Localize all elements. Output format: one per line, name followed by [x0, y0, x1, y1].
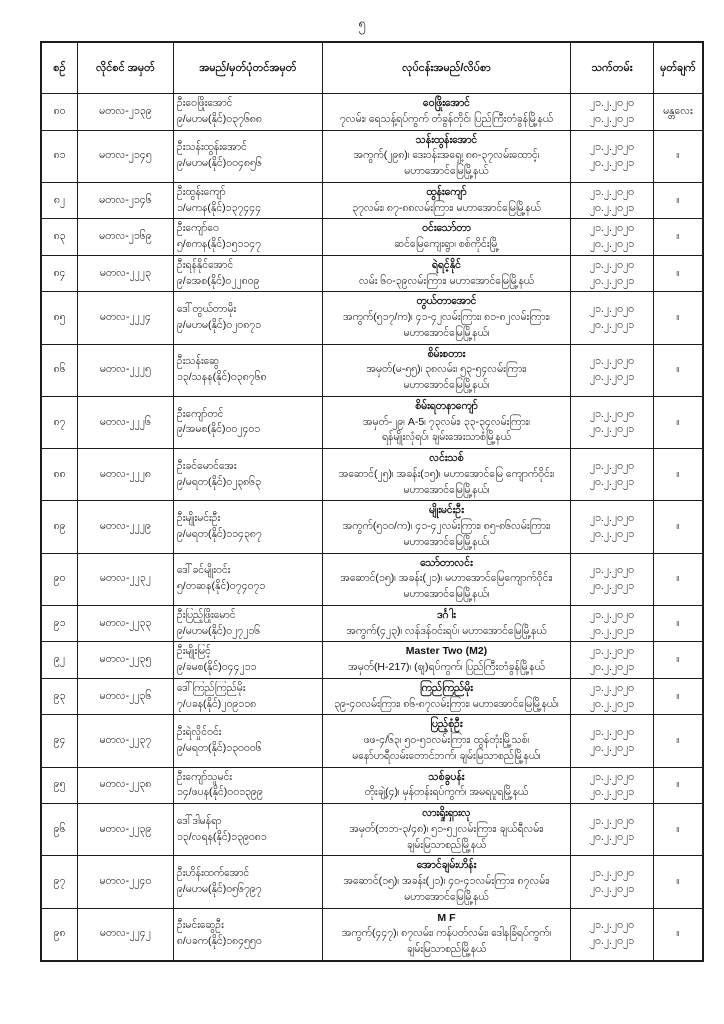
- owner-nrc: ၁၄/ဖပန(နိုင်)၀၀၁၃၉၉: [176, 786, 263, 799]
- cell-serial: ၉၁: [41, 605, 77, 642]
- owner-name: ဦးရန်နိုင်အောင်: [176, 258, 234, 271]
- owner-name: ဦးဝေဖြိုးအောင်: [176, 97, 233, 109]
- cell-license: မတလ-၂၁၆၉: [77, 219, 173, 256]
- cell-license: မတလ-၂၂၄၂: [77, 908, 173, 961]
- cell-remark: ။: [653, 856, 703, 908]
- owner-nrc: ၉/မရတ(နိုင်)၁၃၀၀၀၆: [176, 741, 262, 754]
- cell-remark: ။: [653, 501, 703, 553]
- cell-validity: [571, 605, 654, 642]
- cell-validity: [571, 715, 654, 767]
- address-line: ရန်မျိုးလုံရပ်၊ ချမ်းအေးသာစံမြို့နယ်: [381, 431, 511, 444]
- cell-business-address: [322, 715, 570, 767]
- validity-to: ၂၀.၂.၂၀၂၁: [589, 318, 635, 331]
- cell-validity: [571, 255, 654, 292]
- owner-name: ဦးကျော်ဝေ: [176, 222, 219, 235]
- cell-business-address: [322, 605, 570, 642]
- cell-remark: မန္တလေး: [653, 94, 703, 131]
- table-row: [41, 94, 703, 131]
- address-line: ဆင်မြေကျေးရွာ၊ စစ်ကိုင်းမြို့: [394, 238, 499, 250]
- validity-from: ၂၁.၂.၂၀၂၀: [589, 141, 635, 154]
- header-name: အမည်/မှတ်ပုံတင်အမှတ်: [173, 42, 322, 94]
- business-name: M F: [437, 911, 456, 924]
- cell-name: [173, 553, 322, 605]
- cell-name: [173, 130, 322, 182]
- business-name: တွယ်တာအောင်: [416, 295, 477, 308]
- owner-nrc: ၁၃/လရန(နိုင်)၁၃၉၀၈၁: [176, 830, 267, 843]
- cell-license: မတလ-၂၂၃၈: [77, 767, 173, 804]
- cell-validity: [571, 219, 654, 256]
- table-row: [41, 344, 703, 396]
- address-line: အကွက်(၅၁၇/က)၊ ၄၁-၄၂လမ်းကြား၊ ၈၁-၈၂လမ်းကြား၊: [343, 311, 550, 323]
- table-row: [41, 182, 703, 219]
- validity-to: ၂၀.၂.၂၀၂၁: [589, 786, 635, 799]
- owner-nrc: ၇/ပခန(နိုင်)၂၀၉၁၁၈: [176, 697, 257, 710]
- address-line: မဟာအောင်မြေမြို့နယ်၊: [403, 535, 490, 548]
- owner-name: ဦးကျော်သူမင်း: [176, 770, 232, 783]
- cell-license: မတလ-၂၂၂၄: [77, 292, 173, 344]
- cell-validity: [571, 642, 654, 679]
- cell-serial: ၈၄: [41, 255, 77, 292]
- owner-name: ဦးဟိန်းထက်အောင်: [176, 867, 250, 880]
- validity-from: ၂၁.၂.၂၀၂၀: [589, 407, 635, 420]
- business-name: ပြည့်စုံဦး: [430, 718, 463, 731]
- table-row: [41, 255, 703, 292]
- table-row: [41, 396, 703, 448]
- validity-to: ၂၀.၂.၂၀၂၁: [589, 527, 635, 540]
- cell-license: မတလ-၂၂၃၆: [77, 678, 173, 715]
- cell-license: မတလ-၂၂၂၈: [77, 449, 173, 501]
- validity-from: ၂၁.၂.၂၀၂၀: [589, 355, 635, 368]
- cell-remark: ။: [653, 678, 703, 715]
- validity-to: ၂၀.၂.၂၀၂၁: [589, 112, 635, 125]
- validity-from: ၂၁.၂.၂၀၂၀: [589, 564, 635, 577]
- cell-name: [173, 767, 322, 804]
- validity-to: ၂၀.၂.၂၀၂၁: [589, 201, 635, 214]
- address-line: မဟာအောင်မြေမြို့နယ်၊: [403, 483, 490, 496]
- business-name: မျိုးမင်းဦး: [429, 504, 464, 517]
- address-line: အကွက်(၅၁၀/က)၊ ၄၁-၄၂လမ်းကြား၊ ၈၅-၈၆လမ်းကြား၊: [342, 520, 551, 532]
- cell-remark: ။: [653, 344, 703, 396]
- owner-name: ဒေါ်ကြည်ကြည်မိုး: [176, 681, 246, 694]
- table-row: [41, 130, 703, 182]
- cell-remark: ။: [653, 130, 703, 182]
- cell-validity: [571, 856, 654, 908]
- header-serial: စဉ်: [41, 42, 77, 94]
- cell-serial: ၈၁: [41, 130, 77, 182]
- page-number: ၅: [358, 15, 366, 31]
- table-row: [41, 501, 703, 553]
- owner-name: ဦးခင်မောင်အေး: [176, 459, 237, 472]
- table-row: [41, 804, 703, 856]
- table-row: [41, 219, 703, 256]
- business-name: လားရှိုးရှားလု: [422, 807, 471, 819]
- validity-from: ၂၁.၂.၂၀၂၀: [589, 303, 635, 316]
- owner-nrc: ၉/မဟမ(နိုင်)၀၂၇၂၁၆: [176, 624, 261, 637]
- cell-license: မတလ-၂၁၄၅: [77, 130, 173, 182]
- validity-from: ၂၁.၂.၂၀၂၀: [589, 919, 635, 932]
- cell-serial: ၈၇: [41, 396, 77, 448]
- address-line: အမှတ်-၂၉၊ A-5၊ ၇၃လမ်း၊ ၃၃-၃၄လမ်းကြား၊: [362, 415, 531, 428]
- cell-business-address: [322, 396, 570, 448]
- cell-name: [173, 678, 322, 715]
- table-row: [41, 292, 703, 344]
- address-line: အကွက်(၂၉၈)၊ ဒေးဝန်းအရှေ့၊ ၈၈-၃၇လမ်းထောင့်၊: [353, 149, 540, 162]
- cell-license: မတလ-၂၂၂၃: [77, 255, 173, 292]
- table-row: [41, 449, 703, 501]
- cell-business-address: [322, 553, 570, 605]
- cell-validity: [571, 292, 654, 344]
- cell-serial: ၈၆: [41, 344, 77, 396]
- cell-serial: ၉၈: [41, 908, 77, 961]
- cell-business-address: [322, 678, 570, 715]
- table-row: [41, 678, 703, 715]
- owner-name: ဦးသန်းဆွေ: [176, 355, 220, 368]
- cell-remark: ။: [653, 255, 703, 292]
- header-license: လိုင်စင် အမှတ်: [77, 42, 173, 94]
- cell-name: [173, 501, 322, 553]
- address-line: ၃၉-၄၀လမ်းကြား၊ ၈၆-၈၇လမ်းကြား၊ မဟာအောင်မြေမြို့နယ်၊: [334, 697, 559, 710]
- cell-business-address: [322, 767, 570, 804]
- cell-business-address: [322, 130, 570, 182]
- owner-nrc: ၉/မရတ(နိုင်)၁၁၄၃၈၇: [176, 527, 262, 540]
- owner-nrc: ၅/စကန(နိုင်)၁၅၁၁၄၇: [176, 238, 262, 250]
- cell-name: [173, 219, 322, 256]
- owner-nrc: ၁/မကန(နိုင်)၁၃၇၄၄၄: [176, 201, 262, 214]
- cell-name: [173, 856, 322, 908]
- validity-to: ၂၀.၂.၂၀၂၁: [589, 661, 635, 673]
- validity-to: ၂၀.၂.၂၀၂၁: [589, 238, 635, 250]
- validity-from: ၂၁.၂.၂၀၂၀: [589, 867, 635, 880]
- validity-from: ၂၁.၂.၂၀၂၀: [589, 770, 635, 783]
- table-row: [41, 856, 703, 908]
- cell-remark: ။: [653, 908, 703, 961]
- owner-name: ဦးမင်းဆွေဦး: [176, 919, 224, 932]
- address-line: လမ်း ၆၀-၃၉လမ်းကြား၊ မဟာအောင်မြေမြို့နယ်: [358, 274, 534, 287]
- owner-nrc: ၈/ပခက(နိုင်)၁၈၄၅၅၀: [176, 935, 262, 948]
- cell-business-address: [322, 255, 570, 292]
- address-line: အဆောင်(၂၅)၊ အခန်း(၁၅)၊ မဟာအောင်မြေ ကျောက်ဝိုင်း၊: [338, 467, 555, 480]
- validity-to: ၂၀.၂.၂၀၂၁: [589, 580, 635, 593]
- address-line: တိုးချဲ့(၄)၊ မှန်တန်းရပ်ကွက်၊ အမရပူရမြို့နယ်: [364, 786, 529, 799]
- cell-name: [173, 804, 322, 856]
- cell-license: မတလ-၂၂၃၂: [77, 553, 173, 605]
- cell-name: [173, 449, 322, 501]
- validity-from: ၂၁.၂.၂၀၂၀: [589, 222, 635, 235]
- business-name: Master Two (M2): [405, 645, 488, 658]
- cell-validity: [571, 344, 654, 396]
- address-line: အမှတ်(ဘဘ-၃/၄၈)၊ ၅၁-၅၂လမ်းကြား၊ ချယ်ရီလမ်း၊: [349, 822, 544, 835]
- owner-nrc: ၁၃/သနန(နိုင်)၀၃၈၇၆၈: [176, 371, 267, 384]
- address-line: မဟာအောင်မြေမြို့နယ်၊: [403, 588, 490, 600]
- owner-nrc: ၉/မဟမ(နိုင်)၀၃၇၆၈၈: [176, 112, 262, 125]
- address-line: မနော်ဟရီလမ်းတောင်ဘက်၊ ချမ်းမြသာစည်မြို့နယ်၊: [352, 749, 541, 762]
- cell-business-address: [322, 344, 570, 396]
- business-name: ကြည်ကြည်မိုး: [419, 681, 473, 694]
- validity-from: ၂၁.၂.၂၀၂၀: [589, 645, 635, 658]
- cell-validity: [571, 767, 654, 804]
- cell-remark: ။: [653, 553, 703, 605]
- cell-business-address: [322, 182, 570, 219]
- cell-remark: ။: [653, 449, 703, 501]
- business-name: စိမ်းစတား: [427, 347, 466, 360]
- cell-serial: ၉၂: [41, 642, 77, 679]
- cell-validity: [571, 449, 654, 501]
- validity-from: ၂၁.၂.၂၀၂၀: [589, 185, 635, 198]
- cell-name: [173, 642, 322, 679]
- cell-serial: ၉၅: [41, 767, 77, 804]
- header-remark: မှတ်ချက်: [653, 42, 703, 94]
- address-line: အမှတ်(H-217)၊ (ဈ)ရပ်ကွက်၊ ပြည်ကြီးတံခွန်မြို့နယ်: [348, 661, 545, 673]
- cell-remark: ။: [653, 292, 703, 344]
- cell-remark: ။: [653, 605, 703, 642]
- table-header: [41, 42, 703, 94]
- owner-name: ဦးထွန်းကျော်: [176, 185, 226, 198]
- business-name: သန်းထွန်းအောင်: [415, 133, 478, 146]
- cell-business-address: [322, 501, 570, 553]
- address-line: ၃၇လမ်း၊ ၈၇-၈၈လမ်းကြား၊ မဟာအောင်မြေမြို့နယ်: [352, 201, 541, 214]
- cell-name: [173, 908, 322, 961]
- table-row: [41, 553, 703, 605]
- validity-from: ၂၁.၂.၂၀၂၀: [589, 681, 635, 694]
- cell-business-address: [322, 292, 570, 344]
- cell-validity: [571, 501, 654, 553]
- cell-validity: [571, 182, 654, 219]
- cell-validity: [571, 130, 654, 182]
- cell-business-address: [322, 908, 570, 961]
- cell-validity: [571, 908, 654, 961]
- cell-serial: ၈၀: [41, 94, 77, 131]
- validity-to: ၂၀.၂.၂၀၂၁: [589, 475, 635, 488]
- owner-name: ဒေါ်ခင်မျိုးဝင်း: [176, 564, 231, 577]
- owner-nrc: ၉/မရတ(နိုင်)၀၂၃၈၆၃: [176, 475, 261, 488]
- business-name: ဝေဖြိုးအောင်: [422, 97, 470, 109]
- owner-nrc: ၉/အမစ(နိုင်)၀၀၂၄၀၁: [176, 423, 261, 436]
- cell-remark: ။: [653, 219, 703, 256]
- cell-business-address: [322, 449, 570, 501]
- address-line: ဖဖ-၄/၆၃၊ ၅၀-၅၁လမ်းကြား၊ ထွန်တုံးမြို့သစ်၊: [363, 734, 530, 746]
- table-row: [41, 908, 703, 961]
- cell-serial: ၉၇: [41, 856, 77, 908]
- owner-name: ဒေါ်ဒါမန်ရာ: [176, 814, 222, 827]
- cell-business-address: [322, 856, 570, 908]
- owner-name: ဦးမျိုးမင်းဦး: [176, 512, 221, 525]
- table-row: [41, 767, 703, 804]
- cell-serial: ၉၆: [41, 804, 77, 856]
- cell-business-address: [322, 804, 570, 856]
- address-line: ချမ်းမြသာစည်မြို့နယ်: [406, 943, 487, 955]
- validity-from: ၂၁.၂.၂၀၂၀: [589, 814, 635, 827]
- cell-remark: ။: [653, 767, 703, 804]
- cell-serial: ၉၀: [41, 553, 77, 605]
- validity-to: ၂၀.၂.၂၀၂၁: [589, 935, 635, 948]
- table-body: [41, 94, 703, 961]
- cell-name: [173, 344, 322, 396]
- owner-name: ဦးပြည့်ဖြိုးမောင်: [176, 608, 236, 621]
- validity-from: ၂၁.၂.၂၀၂၀: [589, 258, 635, 271]
- address-line: အဆောင်(၁၅)၊ အခန်း(၂၁)၊ ၄၀-၄၁လမ်းကြား၊ ၈၇လမ်း၊: [343, 875, 550, 887]
- cell-name: [173, 255, 322, 292]
- cell-license: မတလ-၂၂၂၉: [77, 501, 173, 553]
- owner-name: ဦးကျော်တင်: [176, 407, 224, 420]
- validity-from: ၂၁.၂.၂၀၂၀: [589, 97, 635, 109]
- cell-serial: ၈၉: [41, 501, 77, 553]
- validity-to: ၂၀.၂.၂၀၂၁: [589, 830, 635, 843]
- validity-to: ၂၀.၂.၂၀၂၁: [589, 157, 635, 170]
- license-table: [40, 41, 704, 962]
- address-line: အဆောင်(၁၅)၊ အခန်း(၂၁)၊ မဟာအောင်မြေကျောက်ဝိုင်း၊: [340, 572, 553, 585]
- cell-serial: ၈၅: [41, 292, 77, 344]
- owner-nrc: ၉/မဟမ(နိုင်)၀၂၀၈၇၁: [176, 318, 262, 331]
- cell-license: မတလ-၂၂၃၉: [77, 804, 173, 856]
- cell-name: [173, 605, 322, 642]
- cell-license: မတလ-၂၁၄၆: [77, 182, 173, 219]
- address-line: အမှတ်(မ-၅၅)၊ ၃၈လမ်း၊ ၅၃-၅၄လမ်းကြား၊: [366, 363, 527, 376]
- cell-business-address: [322, 642, 570, 679]
- address-line: မဟာအောင်မြေမြို့နယ်: [404, 890, 489, 903]
- owner-name: ဒေါ်တွယ်တာမိုး: [176, 303, 237, 316]
- table-row: [41, 642, 703, 679]
- cell-name: [173, 715, 322, 767]
- cell-validity: [571, 396, 654, 448]
- cell-serial: ၈၂: [41, 182, 77, 219]
- cell-remark: ။: [653, 182, 703, 219]
- address-line: ၇လမ်း၊ ရေသန့်ရပ်ကွက် တံခွန်တိုင်၊ ပြည်ကြီးတံခွန်မြို့နယ်: [339, 112, 554, 125]
- cell-serial: ၈၈: [41, 449, 77, 501]
- cell-license: မတလ-၂၁၃၉: [77, 94, 173, 131]
- cell-remark: ။: [653, 396, 703, 448]
- cell-serial: ၈၃: [41, 219, 77, 256]
- cell-validity: [571, 678, 654, 715]
- cell-license: မတလ-၂၂၂၅: [77, 344, 173, 396]
- cell-validity: [571, 804, 654, 856]
- validity-to: ၂၀.၂.၂၀၂၁: [589, 371, 635, 384]
- business-name: သော်တာလင်း: [420, 556, 473, 569]
- validity-to: ၂၀.၂.၂၀၂၁: [589, 741, 635, 754]
- cell-serial: ၉၃: [41, 678, 77, 715]
- owner-nrc: ၉/မဟမ(နိုင်)၀၅၆၇၉၇: [176, 882, 262, 895]
- cell-serial: ၉၄: [41, 715, 77, 767]
- cell-license: မတလ-၂၂၃၅: [77, 642, 173, 679]
- cell-business-address: [322, 219, 570, 256]
- cell-remark: ။: [653, 642, 703, 679]
- cell-name: [173, 94, 322, 131]
- cell-name: [173, 396, 322, 448]
- address-line: အကွက်(၄၄၇)၊ ၈၇လမ်း၊ ကန်ပတ်လမ်း၊ ဒေါနခြံရပ်ကွက်၊: [341, 927, 552, 940]
- cell-validity: [571, 94, 654, 131]
- cell-license: မတလ-၂၂၂၆: [77, 396, 173, 448]
- owner-nrc: ၅/တဆန(နိုင်)၀၇၄၀၇၁: [176, 580, 266, 593]
- validity-to: ၂၀.၂.၂၀၂၁: [589, 423, 635, 436]
- business-name: ဝင်းသော်တာ: [422, 222, 471, 235]
- table-row: [41, 715, 703, 767]
- validity-to: ၂၀.၂.၂၀၂၁: [589, 274, 635, 287]
- address-line: မဟာအောင်မြေမြို့နယ်၊: [403, 379, 490, 391]
- owner-nrc: ၉/ခမစ(နိုင်)၀၄၄၂၁၁: [176, 661, 257, 673]
- owner-name: ဦးသန်းထွန်းအောင်: [176, 141, 247, 154]
- owner-name: ဦးရဲလှိုင်ဝင်း: [176, 726, 222, 739]
- address-line: ချမ်းမြသာစည်မြို့နယ်: [406, 838, 487, 851]
- address-line: အကွက်(၄၂၃)၊ လန်ဒန်ဝင်းရပ်၊ မဟာအောင်မြေမြို့နယ်: [346, 624, 547, 637]
- validity-to: ၂၀.၂.၂၀၂၁: [589, 697, 635, 710]
- cell-license: မတလ-၂၂၃၇: [77, 715, 173, 767]
- address-line: မဟာအောင်မြေမြို့နယ်: [404, 165, 489, 177]
- business-name: သစ်ခွပန်း: [428, 770, 465, 783]
- business-name: ထွန်းကျော်: [426, 185, 467, 198]
- validity-to: ၂၀.၂.၂၀၂၁: [589, 882, 635, 895]
- business-name: ဒင်္ဂါး: [437, 608, 456, 621]
- cell-name: [173, 182, 322, 219]
- business-name: စိမ်းရတနာကျော်: [415, 399, 478, 412]
- header-business: လုပ်ငန်းအမည်/လိပ်စာ: [322, 42, 570, 94]
- validity-from: ၂၁.၂.၂၀၂၀: [589, 459, 635, 472]
- cell-license: မတလ-၂၂၃၃: [77, 605, 173, 642]
- business-name: အောင်ချမ်းဟိန်း: [416, 859, 477, 872]
- business-name: လင်းသစ်: [429, 452, 464, 464]
- owner-name: ဦးမျိုးမြင့်: [176, 645, 211, 658]
- validity-to: ၂၀.၂.၂၀၂၁: [589, 624, 635, 637]
- validity-from: ၂၁.၂.၂၀၂၀: [589, 608, 635, 621]
- table-row: [41, 605, 703, 642]
- business-name: ရဲရင့်နိုင်: [431, 258, 462, 271]
- cell-validity: [571, 553, 654, 605]
- validity-from: ၂၁.၂.၂၀၂၀: [589, 726, 635, 739]
- header-validity: သက်တမ်း: [571, 42, 654, 94]
- validity-from: ၂၁.၂.၂၀၂၀: [589, 512, 635, 525]
- cell-name: [173, 292, 322, 344]
- cell-remark: ။: [653, 804, 703, 856]
- owner-nrc: ၉/ခအစ(နိုင်)၀၂၂၈၀၉: [176, 274, 260, 287]
- cell-license: မတလ-၂၂၄၀: [77, 856, 173, 908]
- address-line: မဟာအောင်မြေမြို့နယ်၊: [403, 326, 490, 339]
- cell-remark: ။: [653, 715, 703, 767]
- cell-business-address: [322, 94, 570, 131]
- owner-nrc: ၉/မဟမ(နိုင်)၀၀၄၈၅၆: [176, 157, 262, 170]
